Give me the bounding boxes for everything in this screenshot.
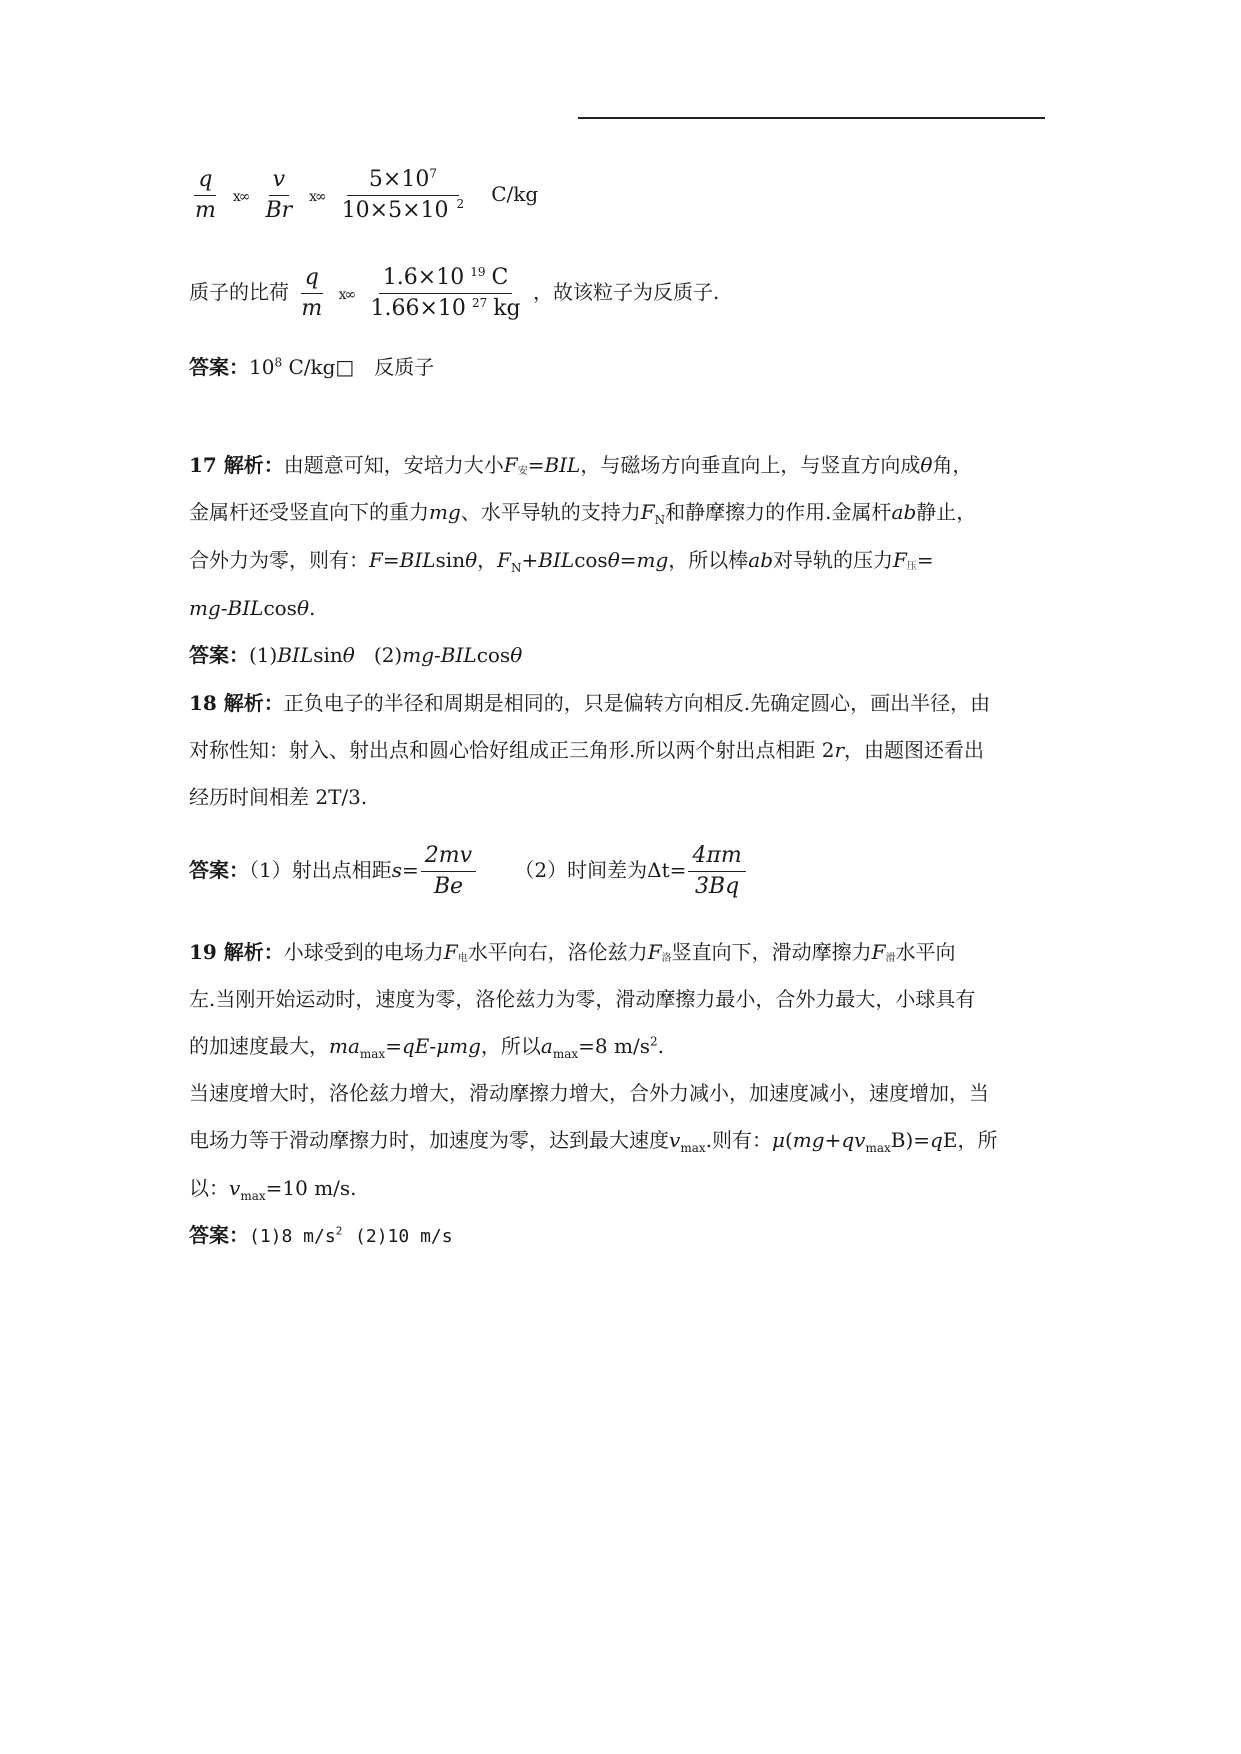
plus: + xyxy=(824,1128,842,1152)
numerator-unit: C xyxy=(491,265,509,290)
cos: cos xyxy=(574,548,608,572)
answer-16 xyxy=(189,352,1054,382)
symbol-F: F xyxy=(497,548,512,572)
equals: = xyxy=(402,858,419,882)
text: 当速度增大时，洛伦兹力增大，滑动摩擦力增大，合外力减小，加速度减小，速度增加，当 xyxy=(189,1081,989,1105)
numerator: q xyxy=(194,167,216,196)
part-1-text: （1）射出点相距 xyxy=(249,858,392,882)
text: 角， xyxy=(932,453,973,477)
answer-label: 答案： xyxy=(189,1223,249,1247)
symbol-F: F xyxy=(893,548,907,572)
equals-glyph: ⅹ∞ xyxy=(232,189,249,205)
denominator-base: 1.66×10 xyxy=(370,296,466,321)
q19-line-2 xyxy=(189,984,1054,1014)
subscript: max xyxy=(359,1047,386,1061)
fraction-v-over-Br xyxy=(261,167,296,224)
symbol-ab: ab xyxy=(891,500,917,524)
text: 由题意可知，安培力大小 xyxy=(283,453,504,477)
text: 静止， xyxy=(916,500,977,524)
q19-line-1-content xyxy=(189,937,955,967)
symbol-F: F xyxy=(503,453,518,477)
text: ，所以棒 xyxy=(668,548,749,572)
text: 合外力为零，则有： xyxy=(189,548,369,572)
numerator-exponent: 7 xyxy=(429,166,437,181)
symbol-BIL: BIL xyxy=(440,643,477,667)
symbol-theta: θ xyxy=(510,643,523,667)
answer-label: 答案： xyxy=(189,643,249,667)
period: . xyxy=(309,596,316,620)
period: . xyxy=(657,1034,664,1058)
q18-heading: 18 解析： xyxy=(189,691,284,715)
q18-line-3 xyxy=(189,782,1054,812)
part-2: (2)10 m/s xyxy=(355,1226,453,1247)
symbol-BIL: BIL xyxy=(277,643,314,667)
denominator: 3Bq xyxy=(694,874,740,899)
answer-base: 10 xyxy=(249,355,275,379)
symbol-ma: ma xyxy=(329,1034,360,1058)
subscript: 电 xyxy=(457,953,468,964)
unit: C/kg xyxy=(491,182,539,206)
part-1-label: (1) xyxy=(249,643,278,667)
cos: cos xyxy=(476,643,511,667)
paren: ( xyxy=(784,1128,793,1152)
q19-line-5 xyxy=(189,1125,1054,1155)
symbol-mg: mg xyxy=(189,596,221,620)
part-2-text: （2）时间差为 xyxy=(514,858,648,882)
q19-line-1 xyxy=(189,937,1054,967)
denominator-unit: kg xyxy=(493,296,521,321)
subscript: max xyxy=(680,1141,706,1155)
superscript: 2 xyxy=(335,1224,343,1238)
subscript: 洛 xyxy=(661,953,672,964)
q17-line-1 xyxy=(189,450,1054,480)
fraction-2mv-over-Be xyxy=(421,843,476,900)
symbol-r: r xyxy=(834,738,845,762)
answer-19 xyxy=(189,1220,1054,1252)
numerator-base: 1.6×10 xyxy=(382,265,465,290)
symbol-theta: θ xyxy=(920,453,933,477)
fraction-proton xyxy=(367,265,525,322)
numerator-base: 5×10 xyxy=(368,166,430,192)
answer-label: 答案： xyxy=(189,858,249,882)
denominator xyxy=(338,196,469,224)
equals: = xyxy=(619,548,637,572)
symbol-theta: θ xyxy=(296,596,309,620)
denominator: Be xyxy=(433,874,463,899)
numerator: 4πm xyxy=(688,843,745,872)
symbol-theta: θ xyxy=(465,548,478,572)
symbol-BIL: BIL xyxy=(399,548,436,572)
denominator: m xyxy=(301,296,323,321)
equals: = xyxy=(916,548,934,572)
symbol-qv: qv xyxy=(841,1128,866,1152)
numerator xyxy=(347,167,459,196)
symbol-a: a xyxy=(540,1034,553,1058)
symbol-F: F xyxy=(640,500,655,524)
symbol-q: q xyxy=(930,1128,943,1152)
subscript: max xyxy=(552,1047,579,1061)
q19-line-4 xyxy=(189,1078,1054,1108)
text: 竖直向下，滑动摩擦力 xyxy=(671,940,872,964)
symbol-BIL: BIL xyxy=(227,596,264,620)
equation-charge-ratio xyxy=(189,164,1054,227)
text: 小球受到的电场力 xyxy=(283,940,444,964)
q19-heading: 19 解析： xyxy=(189,940,284,964)
sin: sin xyxy=(313,643,343,667)
answer-label: 答案： xyxy=(189,355,249,379)
equals: = xyxy=(385,1034,402,1058)
subscript: N xyxy=(654,513,666,527)
prefix-text: 质子的比荷 xyxy=(189,280,289,304)
text: 水平向 xyxy=(895,940,956,964)
text: 以： xyxy=(189,1176,229,1200)
subscript: max xyxy=(240,1189,266,1203)
symbol-qE: qE xyxy=(401,1034,430,1058)
symbol-F: F xyxy=(443,940,458,964)
subscript: 压 xyxy=(906,561,917,572)
denominator-exponent: 2 xyxy=(456,197,465,212)
symbol-F: F xyxy=(647,940,662,964)
sin: sin xyxy=(435,548,466,572)
text: B)= xyxy=(890,1128,931,1152)
plus: + xyxy=(521,548,539,572)
symbol-mu: μ xyxy=(771,1128,785,1152)
text: 和静摩擦力的作用.金属杆 xyxy=(665,500,892,524)
symbol-theta: θ xyxy=(342,643,355,667)
equals: = xyxy=(382,548,400,572)
equals: = xyxy=(669,858,687,882)
text: 水平向右，洛伦兹力 xyxy=(467,940,648,964)
symbol-mg: mg xyxy=(792,1128,825,1152)
q18-line-1 xyxy=(189,688,1054,718)
q17-line-2 xyxy=(189,497,1054,527)
denominator-base: 10×5×10 xyxy=(341,197,449,223)
symbol-BIL: BIL xyxy=(544,453,581,477)
text: ，由题图还看出 xyxy=(844,738,985,762)
q17-line-3-content xyxy=(189,545,934,575)
answer-17 xyxy=(189,640,1054,670)
q19-line-3 xyxy=(189,1031,1054,1061)
part-2-label: (2) xyxy=(373,643,403,667)
q19-line-6 xyxy=(189,1173,1054,1203)
denominator-exponent: 27 xyxy=(471,295,488,310)
answer-18 xyxy=(189,840,1054,900)
equals-glyph: ⅹ∞ xyxy=(309,189,325,205)
minus: - xyxy=(429,1034,437,1058)
numerator: v xyxy=(269,167,289,196)
symbol-F: F xyxy=(369,548,383,572)
denominator: Br xyxy=(265,197,293,223)
fraction-numeric xyxy=(338,167,469,224)
symbol-mu-mg: μmg xyxy=(436,1034,481,1058)
numerator: 2mv xyxy=(421,843,476,872)
part-1: (1)8 m/s xyxy=(249,1226,336,1247)
symbol-delta-t: Δt xyxy=(647,858,670,882)
fraction-4pim-over-3Bq xyxy=(688,843,745,900)
symbol-theta: θ xyxy=(607,548,620,572)
symbol-ab: ab xyxy=(748,548,774,572)
denominator xyxy=(367,294,525,322)
subscript: max xyxy=(865,1141,891,1155)
symbol-s: s xyxy=(391,858,402,882)
minus: - xyxy=(434,643,441,667)
q18-line-2 xyxy=(189,735,1054,765)
symbol-mg: mg xyxy=(429,500,461,524)
symbol-F: F xyxy=(871,940,886,964)
value: =10 m/s. xyxy=(265,1176,357,1200)
denominator: m xyxy=(195,197,216,223)
header-rule xyxy=(578,117,1045,119)
numerator-exponent: 19 xyxy=(470,264,486,279)
subscript: N xyxy=(511,561,522,575)
text: ，所以 xyxy=(480,1034,541,1058)
text: ，与磁场方向垂直向上，与竖直方向成 xyxy=(580,453,921,477)
answer-rest: C/kg□ 反质子 xyxy=(288,355,435,379)
fraction-q-over-m xyxy=(191,167,220,224)
text: ， xyxy=(477,548,498,572)
text: 正负电子的半径和周期是相同的，只是偏转方向相反.先确定圆心，画出半径，由 xyxy=(283,691,991,715)
numerator xyxy=(379,265,513,294)
subscript: 滑 xyxy=(885,953,896,964)
text: 左.当刚开始运动时，速度为零，洛伦兹力为零，滑动摩擦力最小，合外力最大，小球具有 xyxy=(189,987,976,1011)
text: 金属杆还受竖直向下的重力 xyxy=(189,500,429,524)
text: 的加速度最大， xyxy=(189,1034,329,1058)
subscript: 安 xyxy=(517,466,528,477)
text: 经历时间相差 2T/3. xyxy=(189,785,368,809)
fraction-q-over-m xyxy=(297,265,326,322)
text: .则有： xyxy=(705,1128,772,1152)
q18-line-1-content xyxy=(189,688,990,718)
q17-heading: 17 解析： xyxy=(189,453,284,477)
text: 对称性知：射入、射出点和圆心恰好组成正三角形.所以两个射出点相距 2 xyxy=(189,738,835,762)
q17-line-3 xyxy=(189,545,1054,575)
equals: = xyxy=(527,453,545,477)
text: E，所 xyxy=(942,1128,998,1152)
value: =8 m/s xyxy=(578,1034,650,1058)
numerator: q xyxy=(301,265,323,294)
symbol-v: v xyxy=(229,1176,241,1200)
symbol-BIL: BIL xyxy=(538,548,575,572)
equals-glyph: ⅹ∞ xyxy=(338,287,355,303)
text: 、水平导轨的支持力 xyxy=(460,500,641,524)
answer-exponent: 8 xyxy=(274,355,283,370)
cos: cos xyxy=(263,596,297,620)
minus: - xyxy=(220,596,228,620)
suffix-text: ，故该粒子为反质子. xyxy=(533,280,720,304)
symbol-mg: mg xyxy=(636,548,669,572)
proton-ratio-line xyxy=(189,262,1054,325)
q17-line-1-content xyxy=(189,450,972,480)
text: 电场力等于滑动摩擦力时，加速度为零，达到最大速度 xyxy=(189,1128,669,1152)
symbol-mg: mg xyxy=(402,643,435,667)
text: 对导轨的压力 xyxy=(773,548,894,572)
q17-line-4 xyxy=(189,593,1054,623)
superscript: 2 xyxy=(649,1034,658,1049)
symbol-v: v xyxy=(669,1128,681,1152)
